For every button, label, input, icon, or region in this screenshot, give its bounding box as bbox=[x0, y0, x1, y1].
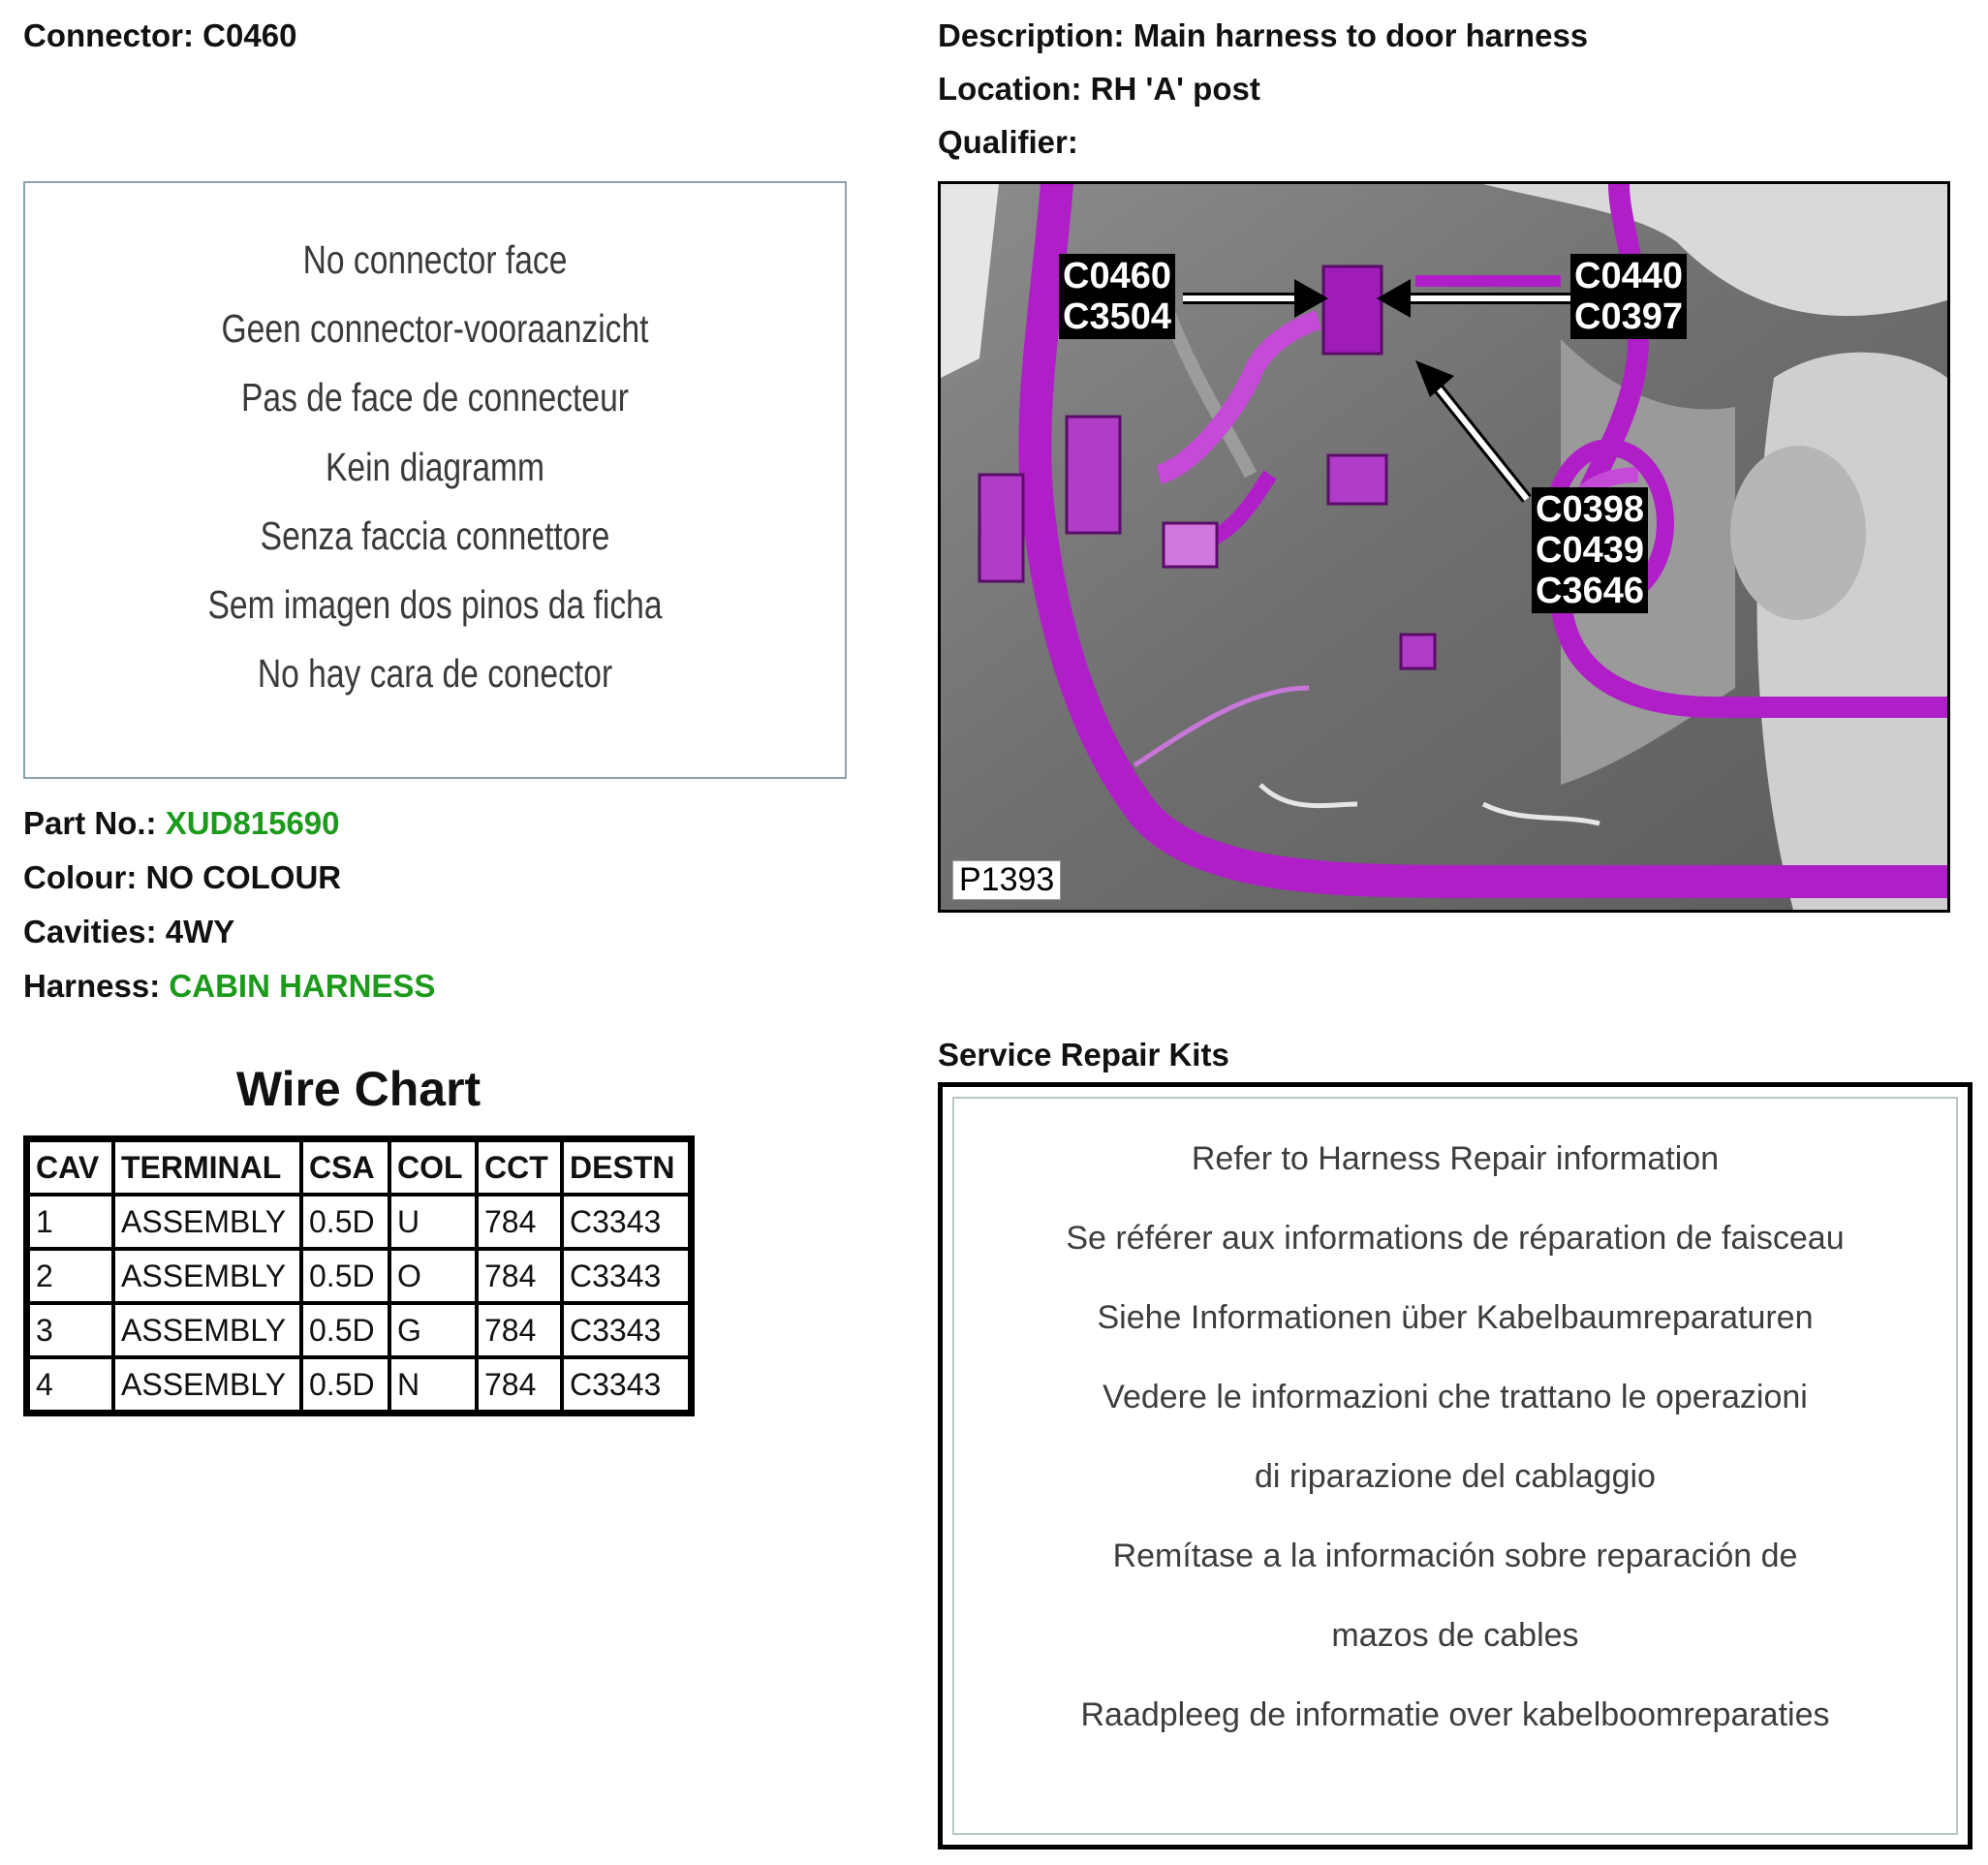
kits-line: mazos de cables bbox=[1331, 1617, 1579, 1654]
table-row bbox=[28, 1195, 690, 1249]
callout-code: C3646 bbox=[1536, 571, 1644, 611]
header-csa: CSA bbox=[301, 1140, 389, 1195]
grommet-recess bbox=[1730, 446, 1866, 620]
header-destn: DESTN bbox=[562, 1140, 690, 1195]
cell-csa: 0.5D bbox=[301, 1303, 389, 1357]
wire-chart-title: Wire Chart bbox=[235, 1062, 481, 1116]
cavities-field bbox=[23, 914, 234, 950]
service-repair-kits-title: Service Repair Kits bbox=[938, 1037, 1229, 1072]
connector-block-3 bbox=[1328, 455, 1386, 504]
qualifier-field bbox=[938, 124, 1078, 161]
connector-cluster bbox=[1323, 266, 1382, 354]
kits-line: Raadpleeg de informatie over kabelboomreparaties bbox=[1080, 1696, 1830, 1733]
small-connector bbox=[1401, 635, 1435, 668]
kits-line: Se référer aux informations de réparation de faisceau bbox=[1066, 1220, 1845, 1257]
cell-cct: 784 bbox=[477, 1195, 562, 1249]
kits-line: Siehe Informationen über Kabelbaumreparaturen bbox=[1097, 1299, 1814, 1336]
cell-destn[interactable]: C3343 bbox=[562, 1303, 690, 1357]
no-face-line: Geen connector-vooraanzicht bbox=[221, 306, 649, 351]
cell-col: O bbox=[389, 1249, 477, 1303]
qualifier-label: Qualifier: bbox=[938, 124, 1078, 160]
service-repair-kits-panel bbox=[938, 1082, 1972, 1849]
cell-col: N bbox=[389, 1357, 477, 1412]
cavities-value: 4WY bbox=[165, 914, 235, 949]
cell-cav: 2 bbox=[28, 1249, 113, 1303]
table-row bbox=[28, 1249, 690, 1303]
callout-lower bbox=[1532, 487, 1648, 613]
header-cav: CAV bbox=[28, 1140, 113, 1195]
callout-code: C0440 bbox=[1574, 256, 1683, 296]
cell-destn[interactable]: C3343 bbox=[562, 1357, 690, 1412]
cell-terminal: ASSEMBLY bbox=[113, 1249, 301, 1303]
table-row bbox=[28, 1303, 690, 1357]
inline-connector bbox=[1164, 523, 1217, 567]
colour-field bbox=[23, 859, 341, 896]
colour-value: NO COLOUR bbox=[145, 859, 342, 895]
location-label: Location: bbox=[938, 71, 1082, 107]
table-row bbox=[28, 1357, 690, 1412]
cell-cct: 784 bbox=[477, 1303, 562, 1357]
callout-code: C0460 bbox=[1063, 256, 1171, 296]
table-header-row bbox=[28, 1140, 690, 1195]
cell-col: G bbox=[389, 1303, 477, 1357]
header-cct: CCT bbox=[477, 1140, 562, 1195]
part-no-link[interactable]: XUD815690 bbox=[165, 805, 340, 841]
kits-line: Remítase a la información sobre reparación de bbox=[1112, 1538, 1798, 1574]
callout-left bbox=[1059, 254, 1175, 339]
callout-right bbox=[1570, 254, 1687, 339]
harness-link[interactable]: CABIN HARNESS bbox=[169, 968, 436, 1004]
cell-terminal: ASSEMBLY bbox=[113, 1195, 301, 1249]
cell-cav: 3 bbox=[28, 1303, 113, 1357]
header-col: COL bbox=[389, 1140, 477, 1195]
connector-block bbox=[1067, 417, 1120, 533]
photo-reference: P1393 bbox=[952, 860, 1061, 900]
harness-field bbox=[23, 968, 435, 1005]
location-value: RH 'A' post bbox=[1090, 71, 1260, 107]
part-no-field bbox=[23, 805, 339, 842]
cell-cct: 784 bbox=[477, 1249, 562, 1303]
location-field bbox=[938, 71, 1260, 108]
cell-cct: 784 bbox=[477, 1357, 562, 1412]
kits-line: di riparazione del cablaggio bbox=[1255, 1458, 1656, 1495]
callout-code: C0398 bbox=[1536, 489, 1644, 530]
connector-location-photo bbox=[938, 181, 1950, 913]
no-face-line: Sem imagen dos pinos da ficha bbox=[207, 582, 663, 627]
header-terminal: TERMINAL bbox=[113, 1140, 301, 1195]
no-connector-face-panel bbox=[23, 181, 847, 779]
callout-code: C0439 bbox=[1536, 530, 1644, 571]
connector-label: Connector: bbox=[23, 17, 194, 53]
cell-terminal: ASSEMBLY bbox=[113, 1357, 301, 1412]
no-face-line: No hay cara de conector bbox=[257, 651, 613, 696]
kits-line: Vedere le informazioni che trattano le operazioni bbox=[1103, 1379, 1808, 1415]
cavities-label: Cavities: bbox=[23, 914, 157, 949]
harness-label: Harness: bbox=[23, 968, 161, 1004]
connector-field bbox=[23, 17, 296, 54]
cell-destn[interactable]: C3343 bbox=[562, 1195, 690, 1249]
no-face-line: Senza faccia connettore bbox=[260, 513, 610, 558]
cell-csa: 0.5D bbox=[301, 1357, 389, 1412]
cell-csa: 0.5D bbox=[301, 1249, 389, 1303]
cell-col: U bbox=[389, 1195, 477, 1249]
cell-csa: 0.5D bbox=[301, 1195, 389, 1249]
connector-value: C0460 bbox=[202, 17, 297, 53]
colour-label: Colour: bbox=[23, 859, 138, 895]
kits-line: Refer to Harness Repair information bbox=[1191, 1140, 1720, 1177]
cell-destn[interactable]: C3343 bbox=[562, 1249, 690, 1303]
no-face-line: No connector face bbox=[302, 237, 568, 282]
callout-code: C3504 bbox=[1063, 296, 1171, 337]
description-value: Main harness to door harness bbox=[1133, 17, 1589, 53]
connector-block-2 bbox=[979, 475, 1023, 581]
service-repair-kits-inner bbox=[952, 1097, 1958, 1835]
cell-terminal: ASSEMBLY bbox=[113, 1303, 301, 1357]
wire-chart-table bbox=[23, 1135, 695, 1416]
callout-code: C0397 bbox=[1574, 296, 1683, 337]
description-label: Description: bbox=[938, 17, 1125, 53]
cell-cav: 4 bbox=[28, 1357, 113, 1412]
cell-cav: 1 bbox=[28, 1195, 113, 1249]
no-face-line: Kein diagramm bbox=[325, 445, 545, 489]
description-field bbox=[938, 17, 1588, 54]
no-face-line: Pas de face de connecteur bbox=[241, 375, 629, 420]
door-edge-highlight bbox=[1757, 353, 1947, 910]
part-no-label: Part No.: bbox=[23, 805, 157, 841]
